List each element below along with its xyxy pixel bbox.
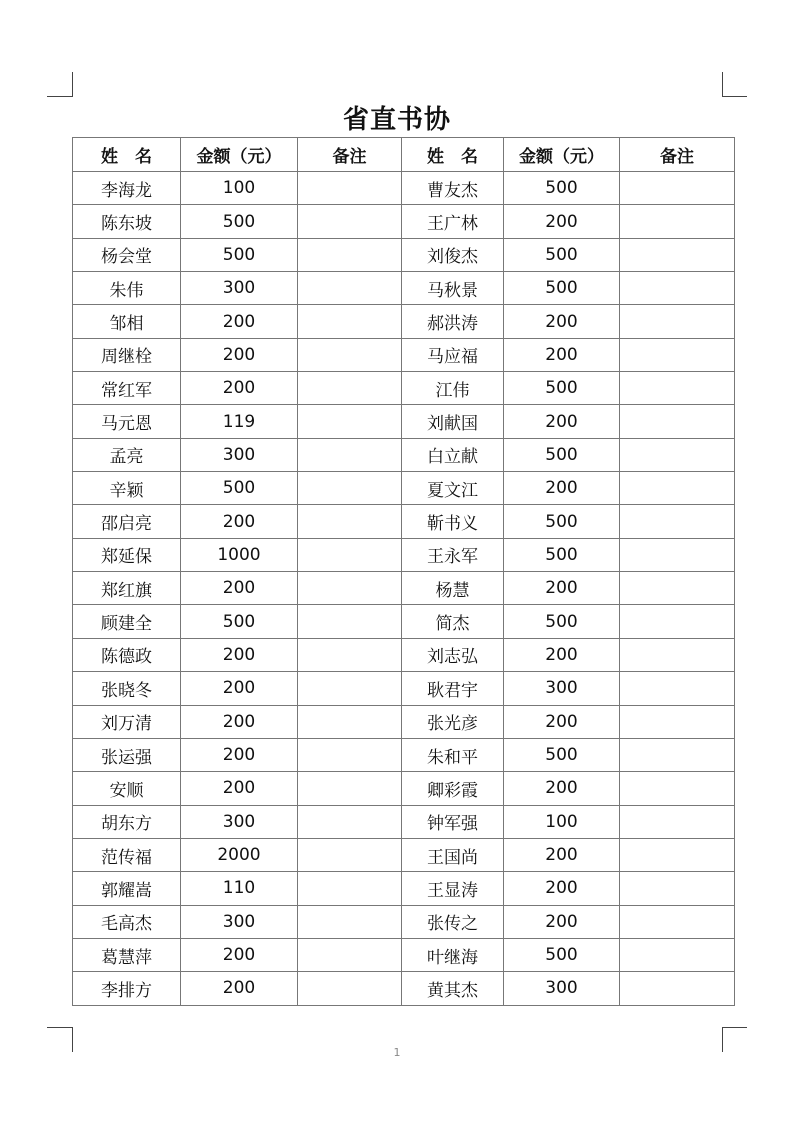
left-note-cell [298,505,402,538]
left-amount-cell: 110 [181,872,298,905]
left-note-cell [298,905,402,938]
right-note-cell [620,838,735,871]
right-note-cell [620,272,735,305]
left-name-cell: 郑红旗 [73,572,181,605]
left-name-cell: 张运强 [73,738,181,771]
left-note-cell [298,338,402,371]
left-amount-cell: 500 [181,472,298,505]
right-amount-cell: 500 [504,372,620,405]
right-name-cell: 叶继海 [402,938,504,971]
left-amount-cell: 119 [181,405,298,438]
right-note-cell [620,238,735,271]
left-note-cell [298,538,402,571]
left-note-cell [298,705,402,738]
table-row [73,572,735,605]
left-name-cell: 郭耀嵩 [73,872,181,905]
right-name-cell: 黄其杰 [402,972,504,1005]
right-name-cell: 钟军强 [402,805,504,838]
left-amount-cell: 200 [181,938,298,971]
table-row [73,372,735,405]
left-note-cell [298,305,402,338]
left-amount-cell: 200 [181,338,298,371]
right-note-cell [620,172,735,205]
left-note-cell [298,172,402,205]
right-amount-cell: 200 [504,772,620,805]
table-row [73,805,735,838]
page-title: 省直书协 [342,105,451,135]
right-name-cell: 刘志弘 [402,638,504,671]
right-amount-cell: 200 [504,838,620,871]
right-name-cell: 靳书义 [402,505,504,538]
right-amount-cell: 200 [504,305,620,338]
right-note-cell [620,672,735,705]
right-name-cell: 江伟 [402,372,504,405]
right-note-cell [620,305,735,338]
left-amount-cell: 200 [181,705,298,738]
right-note-cell [620,605,735,638]
table-header-row [73,138,735,172]
table-row [73,238,735,271]
table-row [73,272,735,305]
right-amount-cell: 500 [504,438,620,471]
table-row [73,838,735,871]
table-row [73,938,735,971]
right-amount-cell: 500 [504,272,620,305]
table-row [73,405,735,438]
left-name-cell: 常红军 [73,372,181,405]
header-name-right: 姓 名 [402,138,504,172]
left-note-cell [298,205,402,238]
right-amount-cell: 500 [504,738,620,771]
right-name-cell: 刘俊杰 [402,238,504,271]
right-amount-cell: 200 [504,905,620,938]
right-note-cell [620,805,735,838]
table-row [73,305,735,338]
right-name-cell: 张光彦 [402,705,504,738]
left-name-cell: 杨会堂 [73,238,181,271]
right-name-cell: 马秋景 [402,272,504,305]
left-name-cell: 顾建全 [73,605,181,638]
right-note-cell [620,905,735,938]
left-name-cell: 朱伟 [73,272,181,305]
left-note-cell [298,805,402,838]
right-amount-cell: 200 [504,572,620,605]
right-note-cell [620,205,735,238]
right-amount-cell: 200 [504,638,620,671]
right-name-cell: 耿君宇 [402,672,504,705]
left-amount-cell: 200 [181,638,298,671]
crop-mark-top-left-h [47,96,72,97]
right-note-cell [620,538,735,571]
right-name-cell: 刘献国 [402,405,504,438]
right-name-cell: 卿彩霞 [402,772,504,805]
crop-mark-bottom-right-h [722,1027,747,1028]
left-name-cell: 郑延保 [73,538,181,571]
left-name-cell: 张晓冬 [73,672,181,705]
right-note-cell [620,438,735,471]
table-row [73,472,735,505]
right-note-cell [620,505,735,538]
left-note-cell [298,372,402,405]
left-note-cell [298,738,402,771]
table-row [73,172,735,205]
left-amount-cell: 200 [181,505,298,538]
page-number: 1 [393,1046,401,1059]
donation-table [72,137,735,1006]
table-row [73,438,735,471]
right-note-cell [620,572,735,605]
table-row [73,872,735,905]
right-amount-cell: 100 [504,805,620,838]
left-name-cell: 邹相 [73,305,181,338]
left-amount-cell: 100 [181,172,298,205]
right-name-cell: 夏文江 [402,472,504,505]
left-name-cell: 胡东方 [73,805,181,838]
left-name-cell: 刘万清 [73,705,181,738]
left-name-cell: 辛颖 [73,472,181,505]
left-amount-cell: 200 [181,672,298,705]
left-amount-cell: 300 [181,805,298,838]
right-amount-cell: 500 [504,938,620,971]
right-amount-cell: 500 [504,605,620,638]
table-row [73,538,735,571]
right-amount-cell: 200 [504,205,620,238]
left-amount-cell: 500 [181,238,298,271]
header-note-left: 备注 [298,138,402,172]
left-amount-cell: 500 [181,605,298,638]
right-note-cell [620,372,735,405]
right-amount-cell: 500 [504,238,620,271]
right-name-cell: 郝洪涛 [402,305,504,338]
right-amount-cell: 500 [504,538,620,571]
left-note-cell [298,872,402,905]
right-name-cell: 杨慧 [402,572,504,605]
left-amount-cell: 200 [181,972,298,1005]
left-name-cell: 周继栓 [73,338,181,371]
right-amount-cell: 200 [504,705,620,738]
crop-mark-top-right-h [722,96,747,97]
left-note-cell [298,272,402,305]
left-name-cell: 孟亮 [73,438,181,471]
left-note-cell [298,772,402,805]
right-note-cell [620,772,735,805]
right-name-cell: 王永军 [402,538,504,571]
left-name-cell: 陈东坡 [73,205,181,238]
left-note-cell [298,405,402,438]
left-note-cell [298,672,402,705]
right-note-cell [620,972,735,1005]
left-amount-cell: 200 [181,372,298,405]
left-name-cell: 范传福 [73,838,181,871]
right-name-cell: 白立献 [402,438,504,471]
right-name-cell: 王广林 [402,205,504,238]
table-row [73,205,735,238]
right-amount-cell: 200 [504,872,620,905]
table-row [73,738,735,771]
table-row [73,338,735,371]
table-row [73,905,735,938]
left-note-cell [298,638,402,671]
left-amount-cell: 500 [181,205,298,238]
right-name-cell: 马应福 [402,338,504,371]
right-note-cell [620,405,735,438]
right-amount-cell: 500 [504,505,620,538]
table-row [73,605,735,638]
header-name-left: 姓 名 [73,138,181,172]
left-note-cell [298,572,402,605]
right-amount-cell: 200 [504,472,620,505]
left-note-cell [298,238,402,271]
header-amount-right: 金额（元） [504,138,620,172]
left-amount-cell: 300 [181,438,298,471]
table-row [73,705,735,738]
right-note-cell [620,338,735,371]
crop-mark-bottom-left-h [47,1027,72,1028]
left-note-cell [298,438,402,471]
table-row [73,672,735,705]
table-row [73,505,735,538]
left-amount-cell: 1000 [181,538,298,571]
left-amount-cell: 200 [181,572,298,605]
right-note-cell [620,705,735,738]
right-name-cell: 王国尚 [402,838,504,871]
right-name-cell: 朱和平 [402,738,504,771]
left-note-cell [298,972,402,1005]
left-note-cell [298,938,402,971]
right-amount-cell: 500 [504,172,620,205]
table-body [73,172,735,1006]
left-amount-cell: 200 [181,772,298,805]
right-note-cell [620,472,735,505]
right-note-cell [620,738,735,771]
right-name-cell: 简杰 [402,605,504,638]
right-note-cell [620,638,735,671]
table-row [73,972,735,1005]
right-note-cell [620,872,735,905]
crop-mark-top-left-v [72,72,73,97]
left-name-cell: 马元恩 [73,405,181,438]
left-note-cell [298,838,402,871]
left-name-cell: 安顺 [73,772,181,805]
table-row [73,772,735,805]
left-name-cell: 陈德政 [73,638,181,671]
left-amount-cell: 300 [181,905,298,938]
left-name-cell: 毛高杰 [73,905,181,938]
left-name-cell: 邵启亮 [73,505,181,538]
right-name-cell: 王显涛 [402,872,504,905]
crop-mark-top-right-v [722,72,723,97]
right-amount-cell: 200 [504,405,620,438]
right-amount-cell: 300 [504,972,620,1005]
left-name-cell: 葛慧萍 [73,938,181,971]
table-row [73,638,735,671]
left-name-cell: 李排方 [73,972,181,1005]
right-name-cell: 张传之 [402,905,504,938]
right-note-cell [620,938,735,971]
right-amount-cell: 200 [504,338,620,371]
left-note-cell [298,472,402,505]
header-note-right: 备注 [620,138,735,172]
left-amount-cell: 300 [181,272,298,305]
header-amount-left: 金额（元） [181,138,298,172]
left-amount-cell: 200 [181,305,298,338]
right-amount-cell: 300 [504,672,620,705]
left-amount-cell: 2000 [181,838,298,871]
right-name-cell: 曹友杰 [402,172,504,205]
left-name-cell: 李海龙 [73,172,181,205]
left-amount-cell: 200 [181,738,298,771]
left-note-cell [298,605,402,638]
